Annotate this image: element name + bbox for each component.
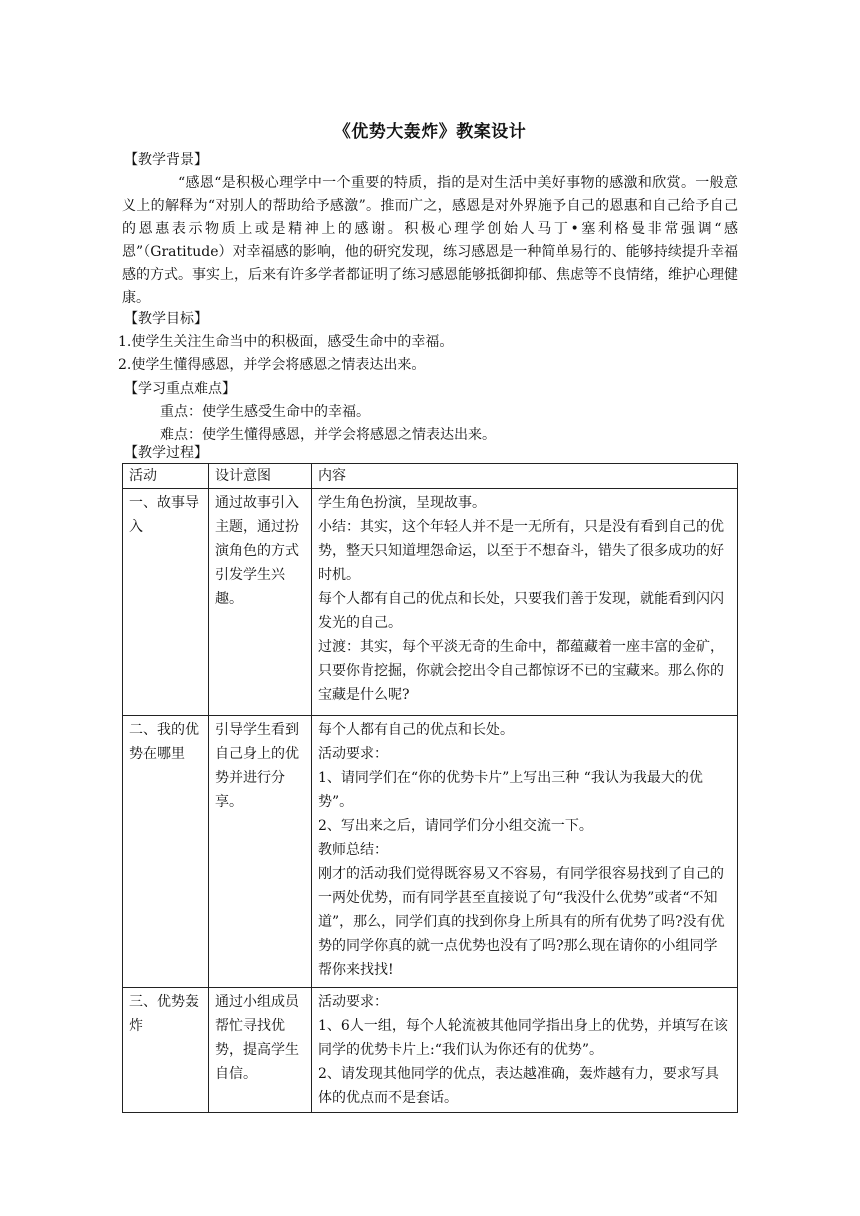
- content-paragraph: 教师总结：: [318, 842, 388, 858]
- content-paragraph: 2、请发现其他同学的优点，表达越准确，轰炸越有力，要求写具体的优点而不是套话。: [318, 1066, 719, 1106]
- table-row: [123, 489, 738, 716]
- table-header-row: [123, 464, 738, 489]
- table-row: [123, 716, 738, 988]
- process-heading: 【教学过程】: [124, 445, 208, 461]
- row-activity: 三、优势轰炸: [123, 988, 209, 1113]
- goals-heading: 【教学目标】: [124, 311, 208, 327]
- content-paragraph: 刚才的活动我们觉得既容易又不容易，有同学很容易找到了自己的一两处优势，而有同学甚至直接说了句“我没什么优势”或者“不知道”，那么，同学们真的找到你身上所具有的所有优势了吗?没有优势的同学你真的就一点优势也没有了吗?那么现在请你的小组同学帮你来找找!: [318, 866, 725, 978]
- content-paragraph: 活动要求：: [318, 994, 388, 1010]
- row-activity: 一、故事导入: [123, 489, 209, 716]
- row-content: [312, 716, 738, 988]
- content-paragraph: 学生角色扮演，呈现故事。: [318, 495, 486, 511]
- background-text: “感恩“是积极心理学中一个重要的特质，指的是对生活中美好事物的感激和欣赏。一般意义上的解释为“对别人的帮助给予感激”。推而广之，感恩是对外界施予自己的恩惠和自己给予自己的恩惠表示物质上或是精神上的感谢。积极心理学创始人马丁•塞利格曼非常强调“感恩”（Gratitude）对幸福感的影响，他的研究发现，练习感恩是一种简单易行的、能够持续提升幸福感的方式。事实上，后来有许多学者都证明了练习感恩能够抵御抑郁、焦虑等不良情绪，维护心理健康。: [122, 175, 738, 306]
- content-paragraph: 活动要求：: [318, 746, 388, 762]
- content-paragraph: 1、请同学们在“你的优势卡片”上写出三种 “我认为我最大的优势”。: [318, 770, 703, 810]
- background-heading: 【教学背景】: [124, 152, 208, 168]
- content-paragraph: 小结：其实，这个年轻人并不是一无所有，只是没有看到自己的优势，整天只知道埋怨命运，以至于不想奋斗，错失了很多成功的好时机。: [318, 519, 724, 583]
- key-point-focus: 重点：使学生感受生命中的幸福。: [160, 404, 370, 420]
- document-title: 《优势大轰炸》教案设计: [333, 122, 527, 142]
- goal-item-1: 1.使学生关注生命当中的积极面，感受生命中的幸福。: [118, 334, 454, 350]
- row-content: [312, 988, 738, 1113]
- row-intent: 通过小组成员帮忙寻找优势，提高学生自信。: [209, 988, 312, 1113]
- row-activity: 二、我的优势在哪里: [123, 716, 209, 988]
- row-intent: 引导学生看到自己身上的优势并进行分享。: [209, 716, 312, 988]
- row-content: [312, 489, 738, 716]
- table-row: [123, 988, 738, 1113]
- key-points-heading: 【学习重点难点】: [124, 381, 236, 397]
- key-point-difficulty: 难点：使学生懂得感恩，并学会将感恩之情表达出来。: [160, 427, 496, 443]
- row-intent: 通过故事引入主题，通过扮演角色的方式引发学生兴趣。: [209, 489, 312, 716]
- column-header-content: 内容: [312, 464, 738, 489]
- process-table: [122, 463, 738, 1113]
- column-header-intent: 设计意图: [209, 464, 312, 489]
- content-paragraph: 1、6人一组，每个人轮流被其他同学指出身上的优势，并填写在该同学的优势卡片上:“我们认为你还有的优势”。: [318, 1018, 728, 1058]
- content-paragraph: 过渡：其实，每个平淡无奇的生命中，都蕴藏着一座丰富的金矿，只要你肯挖掘，你就会挖出令自己都惊讶不已的宝藏来。那么你的宝藏是什么呢?: [318, 639, 724, 703]
- column-header-activity: 活动: [123, 464, 209, 489]
- content-paragraph: 2、写出来之后，请同学们分小组交流一下。: [318, 818, 593, 834]
- content-paragraph: 每个人都有自己的优点和长处。: [318, 722, 514, 738]
- content-paragraph: 每个人都有自己的优点和长处，只要我们善于发现，就能看到闪闪发光的自己。: [318, 591, 724, 631]
- goal-item-2: 2.使学生懂得感恩，并学会将感恩之情表达出来。: [118, 357, 426, 373]
